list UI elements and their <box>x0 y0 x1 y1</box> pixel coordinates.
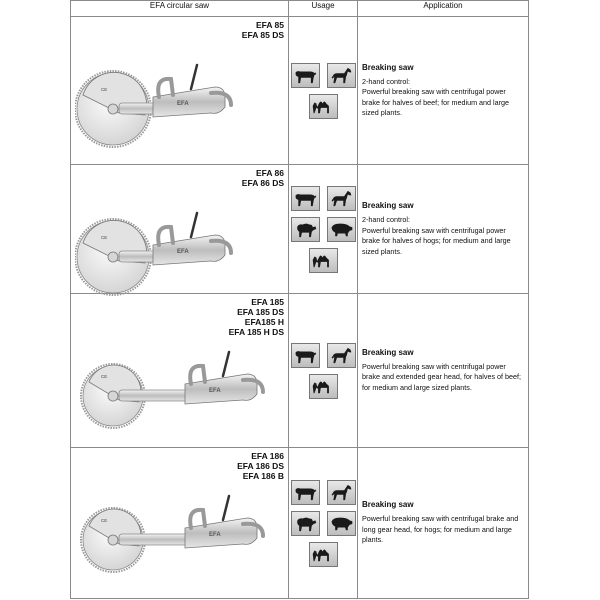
saw-image <box>75 344 285 439</box>
application-text: Powerful breaking saw with centrifugal power brake for halves of beef; for medium and large sized plants. <box>362 87 510 117</box>
application-title: Breaking saw <box>362 347 414 357</box>
model-name: EFA 85 <box>255 20 284 30</box>
application-text: Powerful breaking saw with centrifugal power brake for halves of hogs; for medium and large sized plants. <box>362 225 511 256</box>
horse-icon <box>327 63 356 88</box>
model-name: EFA 86 DS <box>241 178 284 188</box>
saw-cell <box>71 17 289 165</box>
model-name: EFA 185 H DS <box>228 327 284 337</box>
saw-cell <box>71 165 289 294</box>
saw-image <box>75 488 285 583</box>
header-usage: Usage <box>289 1 358 17</box>
camel-icon <box>309 248 338 273</box>
pig-icon <box>327 217 356 242</box>
usage-cell <box>289 448 358 599</box>
application-cell <box>358 294 529 448</box>
saw-image <box>75 57 285 152</box>
camel-icon <box>309 542 338 567</box>
guard-mark: CE <box>101 235 108 240</box>
model-list <box>237 451 284 481</box>
header-saw: EFA circular saw <box>71 1 289 17</box>
brand-mark: EFA <box>209 388 221 394</box>
application-cell <box>358 448 529 599</box>
model-list <box>242 168 284 188</box>
brand-mark: EFA <box>177 249 189 255</box>
model-name: EFA 186 B <box>242 471 284 481</box>
product-table <box>70 0 529 599</box>
pig-icon <box>327 511 356 536</box>
application-text: 2-hand control: <box>362 76 410 86</box>
application-cell <box>358 17 529 165</box>
product-row <box>71 294 529 448</box>
cow-icon <box>291 186 320 211</box>
application-title: Breaking saw <box>362 500 414 510</box>
saw-cell <box>71 448 289 599</box>
application-title: Breaking saw <box>362 201 414 210</box>
model-name: EFA 186 DS <box>237 461 284 471</box>
model-name: EFA 186 <box>251 451 284 461</box>
application-text: 2-hand control: <box>362 215 410 224</box>
sheep-icon <box>291 217 320 242</box>
horse-icon <box>327 186 356 211</box>
saw-cell <box>71 294 289 448</box>
sheep-icon <box>291 511 320 536</box>
application-title: Breaking saw <box>362 62 414 72</box>
usage-cell <box>289 165 358 294</box>
model-name: EFA 185 DS <box>237 307 284 317</box>
camel-icon <box>309 94 338 119</box>
usage-cell <box>289 294 358 448</box>
camel-icon <box>309 374 338 399</box>
horse-icon <box>327 343 356 368</box>
guard-mark: CE <box>101 374 108 379</box>
application-text: Powerful breaking saw with centrifugal power brake and extended gear head, for halves of beef; for medium and large sized plants. <box>362 361 522 392</box>
guard-mark: CE <box>101 87 108 92</box>
cow-icon <box>291 480 320 505</box>
model-list <box>242 20 284 40</box>
guard-mark: CE <box>101 518 108 523</box>
brand-mark: EFA <box>209 532 221 538</box>
header-application: Application <box>358 1 529 17</box>
application-text: Powerful breaking saw with centrifugal brake and long gear head, for hogs; for medium and large plants. <box>362 514 519 545</box>
product-row <box>71 165 529 294</box>
model-name: EFA 85 DS <box>241 30 284 40</box>
application-cell <box>358 165 529 294</box>
usage-cell <box>289 17 358 165</box>
product-row <box>71 448 529 599</box>
product-row <box>71 17 529 165</box>
model-name: EFA 86 <box>255 168 284 178</box>
model-list <box>229 297 284 337</box>
model-name: EFA185 H <box>244 317 284 327</box>
cow-icon <box>291 343 320 368</box>
horse-icon <box>327 480 356 505</box>
saw-image <box>75 205 285 300</box>
model-name: EFA 185 <box>251 297 284 307</box>
cow-icon <box>291 63 320 88</box>
brand-mark: EFA <box>177 101 189 107</box>
